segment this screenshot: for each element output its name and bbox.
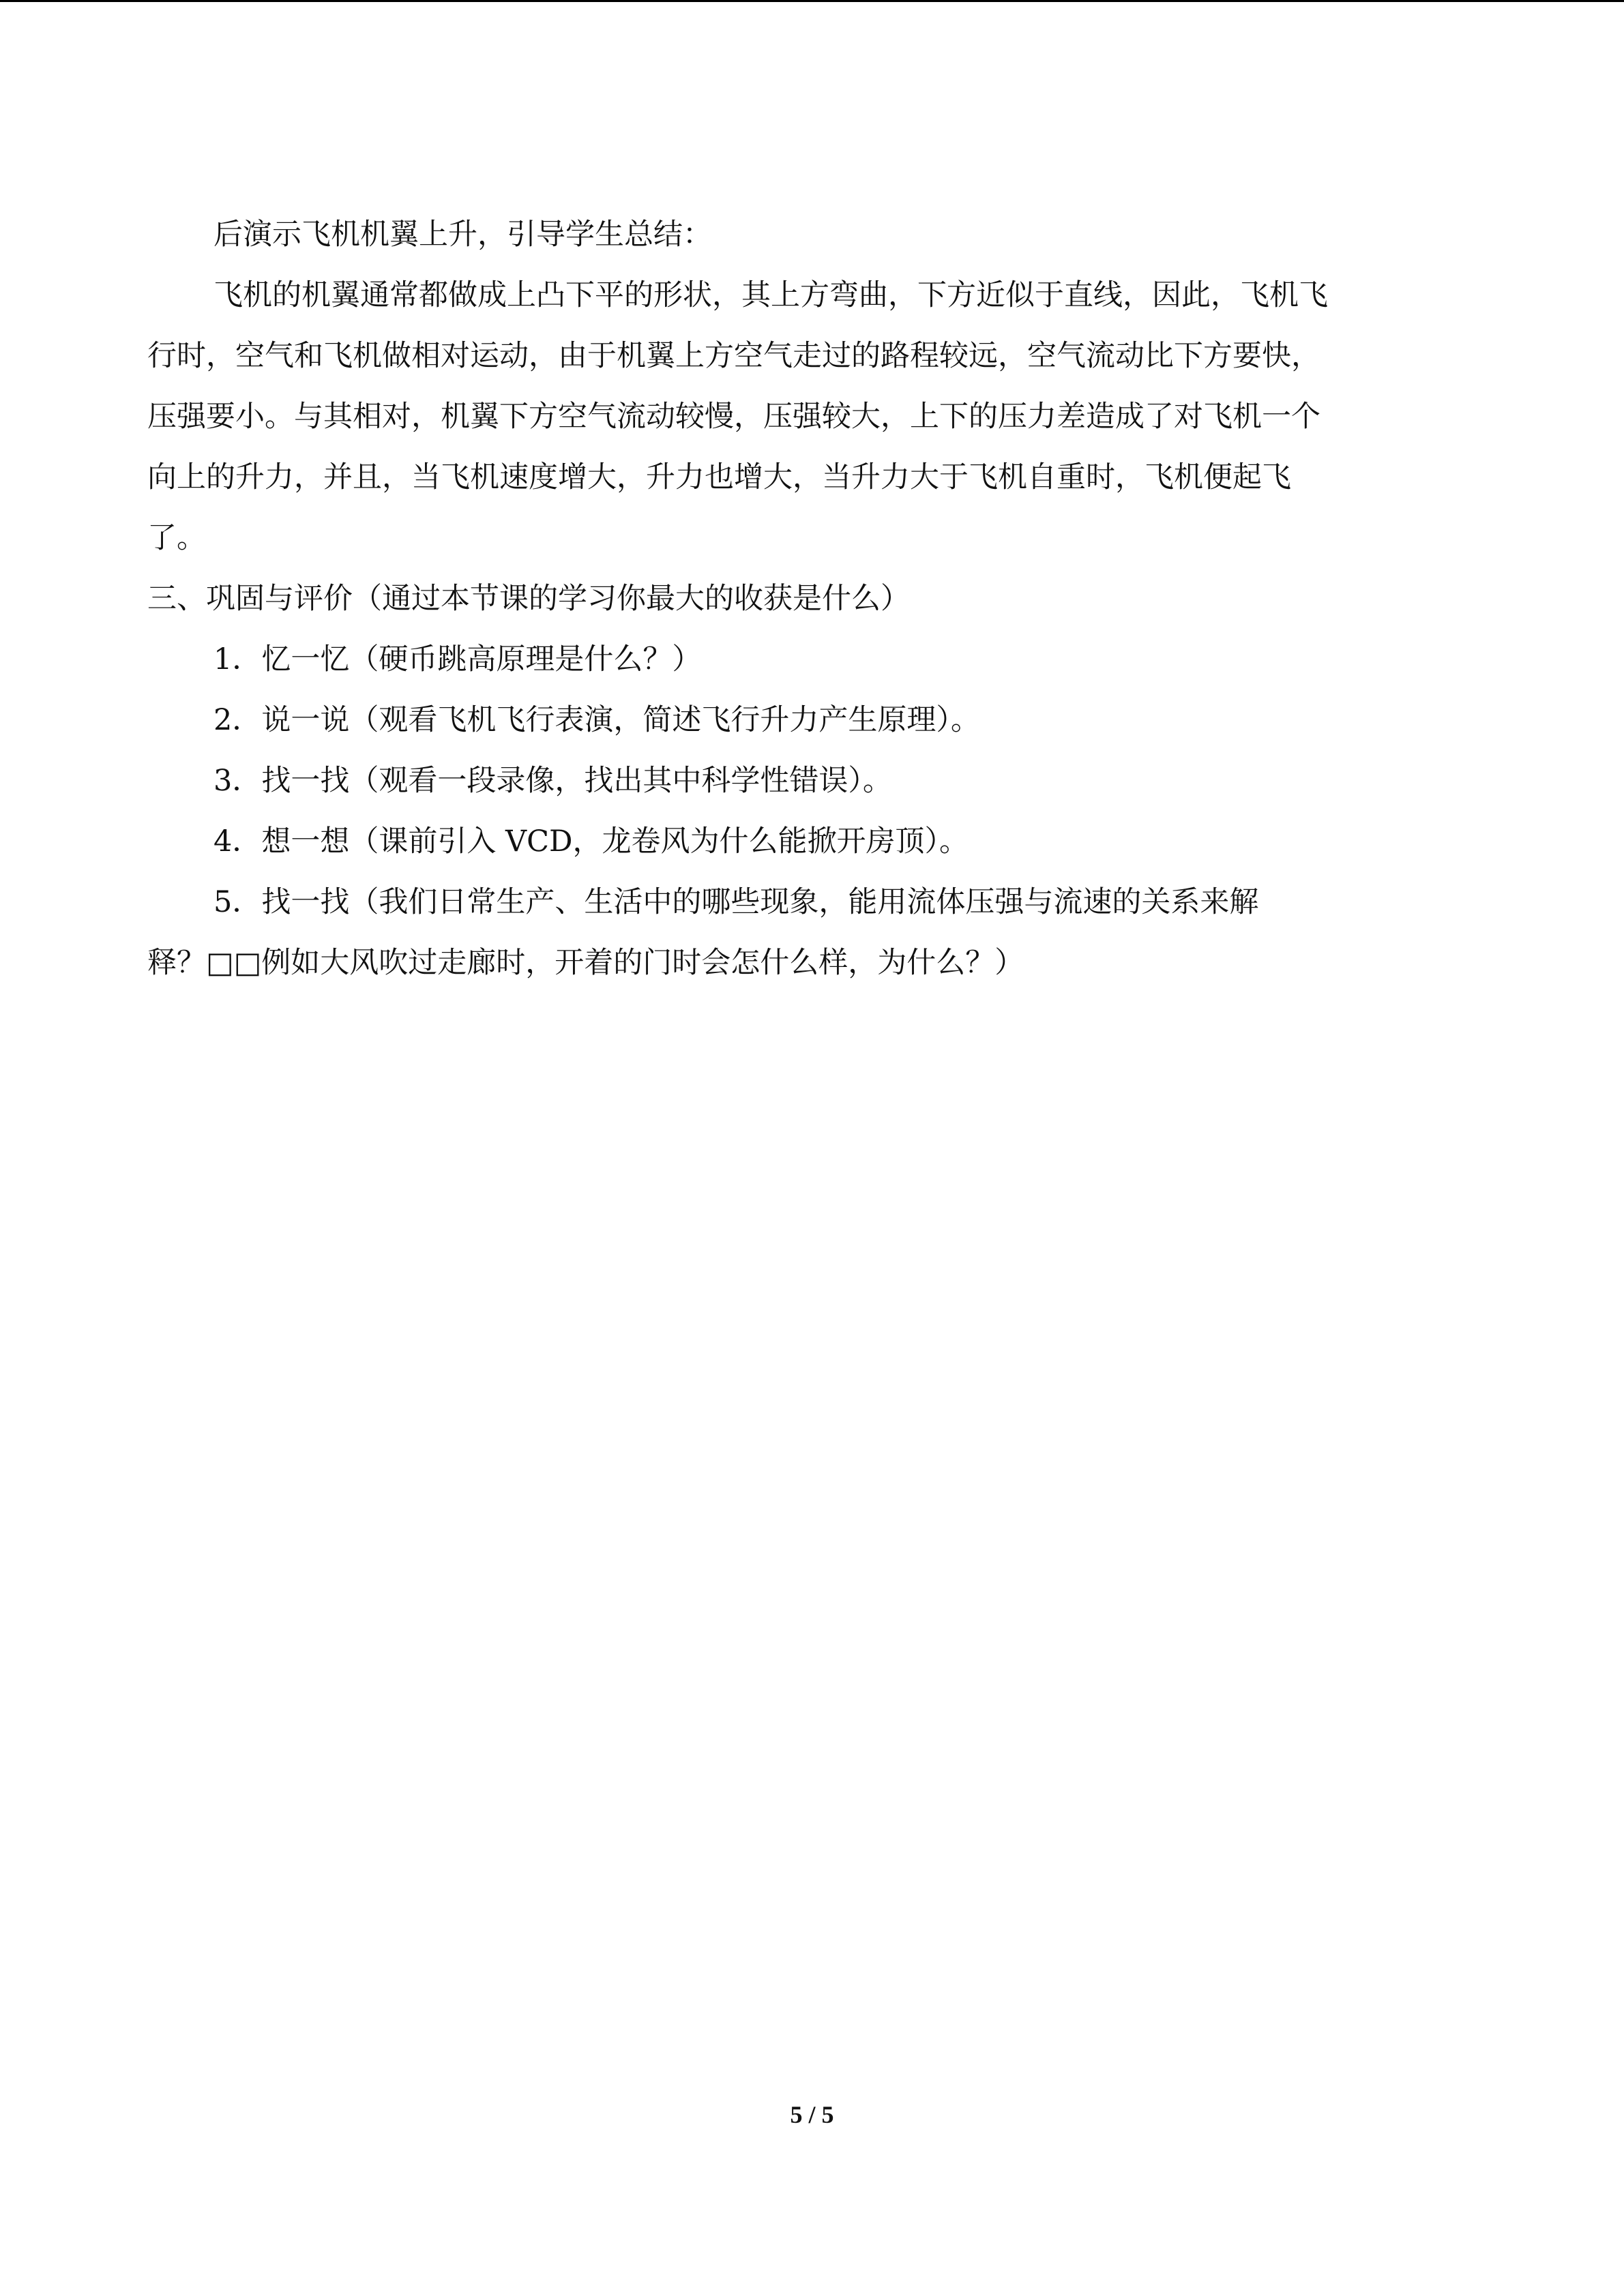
list-item-3: 3．找一找（观看一段录像，找出其中科学性错误）。 xyxy=(213,764,892,798)
paragraph-wing-line-5: 了。 xyxy=(147,521,206,555)
page-number: 5 / 5 xyxy=(790,2101,834,2128)
top-border-line xyxy=(0,0,1624,2)
list-item-5-continuation: 释？□□例如大风吹过走廊时，开着的门时会怎什么样，为什么？） xyxy=(147,946,1024,980)
paragraph-wing-line-2: 行时，空气和飞机做相对运动，由于机翼上方空气走过的路程较远，空气流动比下方要快， xyxy=(147,339,1320,373)
list-item-2: 2．说一说（观看飞机飞行表演，简述飞行升力产生原理）。 xyxy=(213,703,980,737)
paragraph-wing-line-4: 向上的升力，并且，当飞机速度增大，升力也增大，当升力大于飞机自重时，飞机便起飞 xyxy=(147,460,1291,494)
paragraph-wing-line-1: 飞机的机翼通常都做成上凸下平的形状，其上方弯曲，下方近似于直线，因此，飞机飞 xyxy=(213,278,1328,312)
section-heading-3: 三、巩固与评价（通过本节课的学习你最大的收获是什么） xyxy=(147,582,910,616)
paragraph-intro: 后演示飞机机翼上升，引导学生总结： xyxy=(213,218,712,252)
list-item-4: 4．想一想（课前引入 VCD，龙卷风为什么能掀开房顶）。 xyxy=(213,824,969,859)
page-content xyxy=(147,205,1460,994)
list-item-1: 1．忆一忆（硬币跳高原理是什么？） xyxy=(213,642,702,676)
paragraph-wing-line-3: 压强要小。与其相对，机翼下方空气流动较慢，压强较大，上下的压力差造成了对飞机一个 xyxy=(147,400,1320,434)
list-item-5: 5．找一找（我们日常生产、生活中的哪些现象，能用流体压强与流速的关系来解 xyxy=(213,885,1259,919)
